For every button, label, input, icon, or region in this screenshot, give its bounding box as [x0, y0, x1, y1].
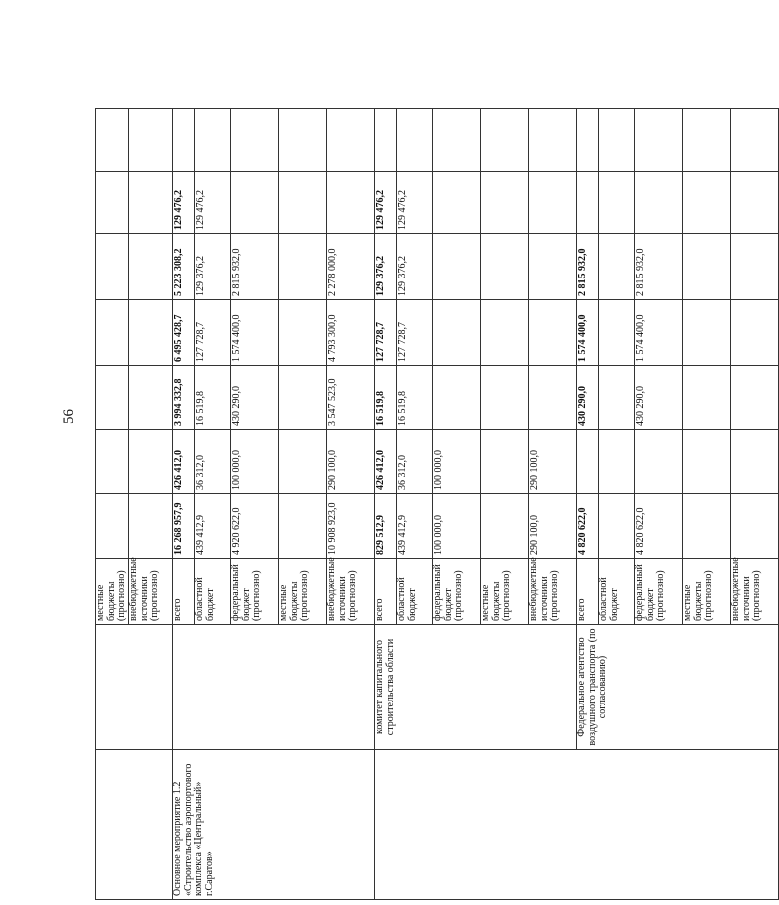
- value-cell: [96, 494, 129, 559]
- value-cell: 4 793 300,0: [327, 300, 375, 366]
- value-cell: [683, 300, 731, 366]
- value-cell: 129 376,2: [195, 234, 231, 300]
- value-cell: [599, 234, 635, 300]
- value-cell: [433, 366, 481, 430]
- value-cell: [481, 109, 529, 172]
- value-cell: [731, 234, 779, 300]
- rotated-page-content: [95, 44, 763, 900]
- value-cell: [481, 172, 529, 234]
- value-cell: [481, 494, 529, 559]
- value-cell: 1 574 400,0: [635, 300, 683, 366]
- value-cell: [129, 300, 173, 366]
- activity-title: Основное мероприятие 1.2 «Строительство аэропортового комплекса «Центральный» г.Саратов»: [173, 750, 375, 900]
- value-cell: 129 376,2: [375, 234, 397, 300]
- value-cell: 2 815 932,0: [231, 234, 279, 300]
- value-cell: 1 574 400,0: [577, 300, 599, 366]
- source-label: федеральный бюджет (прогнозно): [231, 559, 279, 625]
- value-cell: 127 728,7: [195, 300, 231, 366]
- value-cell: [279, 109, 327, 172]
- value-cell: [731, 494, 779, 559]
- value-cell: [481, 366, 529, 430]
- value-cell: [129, 109, 173, 172]
- value-cell: 290 100,0: [529, 494, 577, 559]
- value-cell: [577, 109, 599, 172]
- value-cell: [529, 300, 577, 366]
- source-label: местные бюджеты (прогнозно): [279, 559, 327, 625]
- value-cell: 36 312,0: [195, 430, 231, 494]
- value-cell: [231, 172, 279, 234]
- table-row: [96, 44, 129, 900]
- value-cell: [683, 234, 731, 300]
- value-cell: 430 290,0: [231, 366, 279, 430]
- value-cell: [529, 234, 577, 300]
- value-cell: [279, 366, 327, 430]
- value-cell: 2 278 000,0: [327, 234, 375, 300]
- value-cell: 4 820 622,0: [577, 494, 599, 559]
- value-cell: 3 994 332,8: [173, 366, 195, 430]
- value-cell: [375, 109, 397, 172]
- value-cell: [529, 366, 577, 430]
- value-cell: [129, 430, 173, 494]
- value-cell: 16 268 957,9: [173, 494, 195, 559]
- value-cell: [96, 109, 129, 172]
- value-cell: [599, 366, 635, 430]
- value-cell: 2 815 932,0: [577, 234, 599, 300]
- value-cell: 290 100,0: [327, 430, 375, 494]
- source-label: внебюджетные источники (прогнозно): [129, 559, 173, 625]
- value-cell: 2 815 932,0: [635, 234, 683, 300]
- value-cell: 100 000,0: [231, 430, 279, 494]
- value-cell: [481, 430, 529, 494]
- value-cell: [481, 234, 529, 300]
- value-cell: [635, 430, 683, 494]
- value-cell: 290 100,0: [529, 430, 577, 494]
- value-cell: 36 312,0: [397, 430, 433, 494]
- value-cell: [683, 109, 731, 172]
- value-cell: [683, 172, 731, 234]
- value-cell: [683, 430, 731, 494]
- value-cell: 426 412,0: [173, 430, 195, 494]
- value-cell: [279, 300, 327, 366]
- blank-cell: [96, 750, 173, 900]
- value-cell: 16 519,8: [195, 366, 231, 430]
- value-cell: 127 728,7: [375, 300, 397, 366]
- blank-cell: [173, 625, 375, 750]
- source-label: местные бюджеты (прогнозно): [96, 559, 129, 625]
- value-cell: 829 512,9: [375, 494, 397, 559]
- value-cell: 439 412,9: [397, 494, 433, 559]
- value-cell: 129 476,2: [375, 172, 397, 234]
- value-cell: [279, 172, 327, 234]
- source-label: местные бюджеты (прогнозно): [683, 559, 731, 625]
- value-cell: [327, 172, 375, 234]
- value-cell: [279, 234, 327, 300]
- value-cell: [731, 430, 779, 494]
- value-cell: [529, 172, 577, 234]
- value-cell: [96, 234, 129, 300]
- value-cell: [433, 172, 481, 234]
- value-cell: [129, 234, 173, 300]
- value-cell: [433, 300, 481, 366]
- source-label: всего: [577, 559, 599, 625]
- source-label: всего: [173, 559, 195, 625]
- source-label: всего: [375, 559, 397, 625]
- value-cell: 4 820 622,0: [635, 494, 683, 559]
- value-cell: [635, 172, 683, 234]
- value-cell: 127 728,7: [397, 300, 433, 366]
- value-cell: 16 519,8: [375, 366, 397, 430]
- value-cell: [129, 172, 173, 234]
- value-cell: [577, 172, 599, 234]
- value-cell: [397, 109, 433, 172]
- value-cell: [683, 366, 731, 430]
- value-cell: [96, 430, 129, 494]
- value-cell: [231, 109, 279, 172]
- table-row: [375, 44, 397, 900]
- source-label: областной бюджет: [397, 559, 433, 625]
- value-cell: [599, 172, 635, 234]
- value-cell: 129 376,2: [397, 234, 433, 300]
- source-label: внебюджетные источники (прогнозно): [529, 559, 577, 625]
- source-label: областной бюджет: [195, 559, 231, 625]
- blank-cell: [375, 750, 779, 900]
- value-cell: [481, 300, 529, 366]
- value-cell: [279, 494, 327, 559]
- executor-name: Федеральное агентство воздушного транспорта (по согласованию): [577, 625, 779, 750]
- value-cell: 10 908 923,0: [327, 494, 375, 559]
- value-cell: [279, 430, 327, 494]
- source-label: областной бюджет: [599, 559, 635, 625]
- value-cell: 100 000,0: [433, 430, 481, 494]
- value-cell: [731, 172, 779, 234]
- value-cell: 4 920 622,0: [231, 494, 279, 559]
- value-cell: [433, 234, 481, 300]
- page-number: 56: [61, 409, 77, 424]
- value-cell: [96, 300, 129, 366]
- value-cell: [731, 109, 779, 172]
- blank-cell: [96, 625, 173, 750]
- source-label: местные бюджеты (прогнозно): [481, 559, 529, 625]
- value-cell: [599, 109, 635, 172]
- value-cell: 430 290,0: [577, 366, 599, 430]
- source-label: федеральный бюджет (прогнозно): [433, 559, 481, 625]
- value-cell: [599, 494, 635, 559]
- value-cell: [129, 366, 173, 430]
- value-cell: 5 223 308,2: [173, 234, 195, 300]
- value-cell: [195, 109, 231, 172]
- value-cell: 430 290,0: [635, 366, 683, 430]
- value-cell: 6 495 428,7: [173, 300, 195, 366]
- value-cell: 426 412,0: [375, 430, 397, 494]
- value-cell: [529, 109, 577, 172]
- source-label: внебюджетные источники (прогнозно): [731, 559, 779, 625]
- table-row: [173, 44, 195, 900]
- value-cell: 16 519,8: [397, 366, 433, 430]
- value-cell: [731, 366, 779, 430]
- value-cell: 1 574 400,0: [231, 300, 279, 366]
- value-cell: [599, 430, 635, 494]
- value-cell: [173, 109, 195, 172]
- value-cell: [577, 430, 599, 494]
- source-label: внебюджетные источники (прогнозно): [327, 559, 375, 625]
- value-cell: [129, 494, 173, 559]
- value-cell: [96, 172, 129, 234]
- value-cell: [731, 300, 779, 366]
- value-cell: [599, 300, 635, 366]
- value-cell: 129 476,2: [397, 172, 433, 234]
- value-cell: 129 476,2: [195, 172, 231, 234]
- value-cell: [96, 366, 129, 430]
- financing-table: [95, 43, 779, 900]
- source-label: федеральный бюджет (прогнозно): [635, 559, 683, 625]
- value-cell: 100 000,0: [433, 494, 481, 559]
- value-cell: 439 412,9: [195, 494, 231, 559]
- value-cell: [683, 494, 731, 559]
- value-cell: [327, 109, 375, 172]
- executor-name: комитет капитального строительства области: [375, 625, 577, 750]
- value-cell: 3 547 523,0: [327, 366, 375, 430]
- value-cell: [433, 109, 481, 172]
- value-cell: [635, 109, 683, 172]
- value-cell: 129 476,2: [173, 172, 195, 234]
